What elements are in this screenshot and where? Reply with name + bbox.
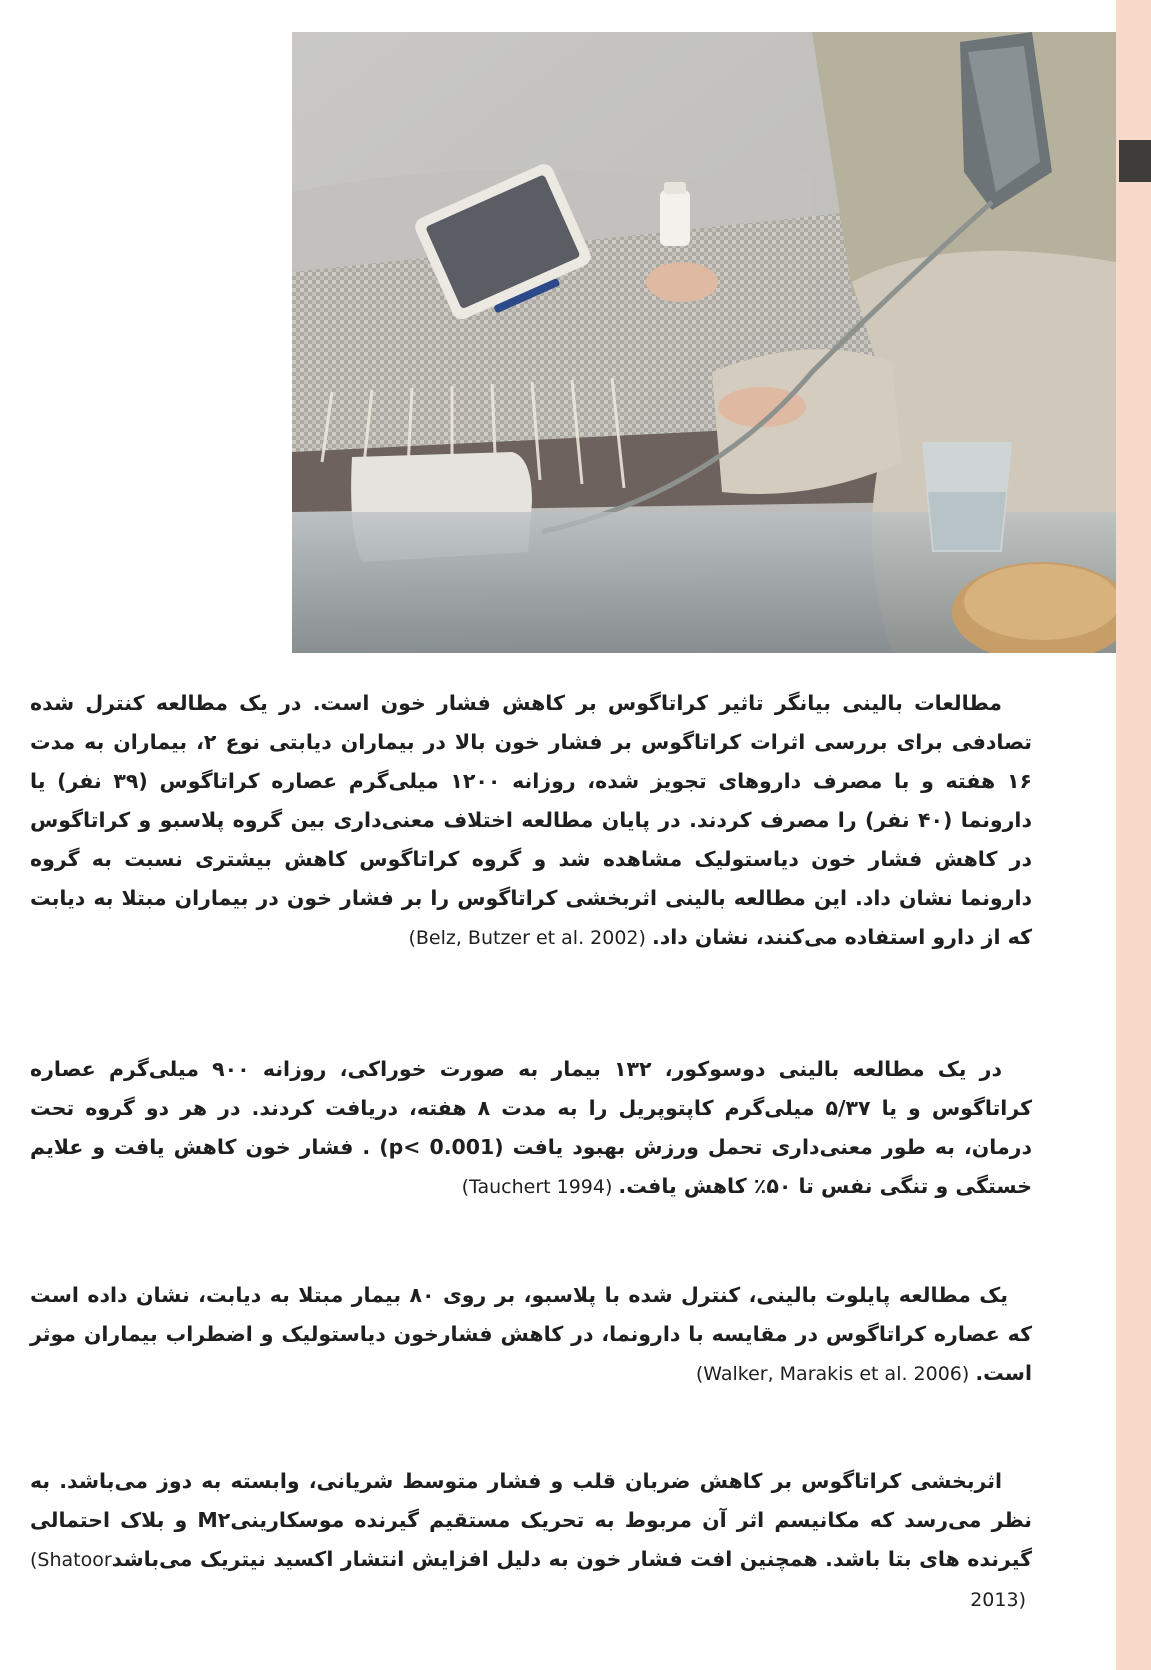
article-paragraph	[30, 1050, 1032, 1207]
article-paragraph	[30, 1276, 1032, 1394]
paragraph-text: در یک مطالعه بالینی دوسوکور، ۱۳۲ بیمار به صورت خوراکی، روزانه ۹۰۰ میلی‌گرم عصاره کراتاگوس و یا ۵/۳۷ میلی‌گرم کاپتوپریل را به مدت ۸ هفته، دریافت کردند. در هر دو گروه تحت درمان، به طور معنی‌داری تحمل ورزش بهبود یافت (p< 0.001) . فشار خون کاهش یافت و علایم خستگی و تنگی نفس تا ۵۰٪ کاهش یافت.	[30, 1057, 1033, 1198]
blood-pressure-photo	[292, 32, 1116, 653]
paragraph-citation: (Shatoor 2013)	[30, 1549, 1026, 1611]
paragraph-citation: (Belz, Butzer et al. 2002)	[408, 927, 646, 949]
paragraph-text: یک مطالعه پایلوت بالینی، کنترل شده با پلاسبو، بر روی ۸۰ بیمار مبتلا به دیابت، نشان داده است که عصاره کراتاگوس در مقایسه با دارونما، در کاهش فشارخون دیاستولیک و اضطراب بیماران موثر است.	[30, 1283, 1032, 1385]
paragraph-text: مطالعات بالینی بیانگر تاثیر کراتاگوس بر کاهش فشار خون است. در یک مطالعه کنترل شده تصادفی برای بررسی اثرات کراتاگوس بر فشار خون بالا در بیماران دیابتی نوع ۲، بیماران به مدت ۱۶ هفته و با مصرف داروهای تجویز شده، روزانه ۱۲۰۰ میلی‌گرم عصاره کراتاگوس (۳۹ نفر) یا دارونما (۴۰ نفر) را مصرف کردند. در پایان مطالعه اختلاف معنی‌داری بین گروه پلاسبو و کراتاگوس در کاهش فشار خون دیاستولیک مشاهده شد و گروه کراتاگوس کاهش بیشتری نسبت به گروه دارونما نشان داد. این مطالعه بالینی اثربخشی کراتاگوس را بر فشار خون در بیماران مبتلا به دیابت که از دارو استفاده می‌کنند، نشان داد.	[30, 691, 1032, 949]
article-paragraph	[30, 1462, 1032, 1620]
paragraph-citation: (Walker, Marakis et al. 2006)	[695, 1363, 970, 1385]
article-paragraph	[30, 684, 1032, 958]
paragraph-text: اثربخشی کراتاگوس بر کاهش ضربان قلب و فشار متوسط شریانی، وابسته به دوز می‌باشد. به نظر می‌رسد که مکانیسم اثر آن مربوط به تحریک مستقیم گیرنده موسکارینیM۲ و بلاک احتمالی گیرنده های بتا باشد. همچنین افت فشار خون به دلیل افزایش انتشار اکسید نیتریک می‌باشد	[30, 1469, 1032, 1571]
chapter-tab-dark	[1119, 140, 1151, 182]
paragraph-citation: (Tauchert 1994)	[461, 1176, 613, 1198]
photo-illustration	[292, 32, 1116, 653]
page-edge-strip	[1116, 0, 1151, 1670]
